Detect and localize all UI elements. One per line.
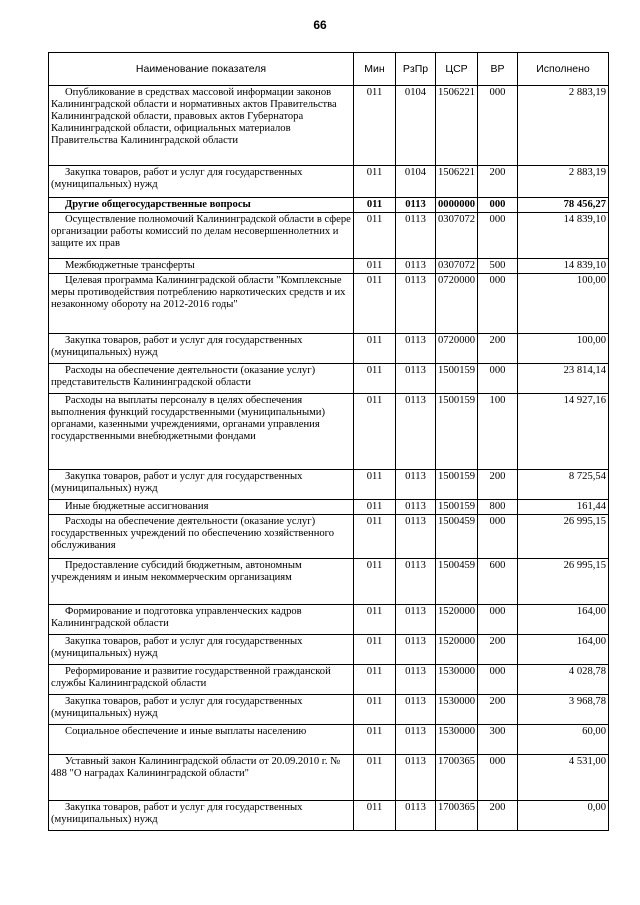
row-done: 78 456,27 bbox=[518, 198, 609, 213]
row-vr: 100 bbox=[478, 394, 518, 470]
table-row bbox=[49, 334, 609, 364]
row-vr: 600 bbox=[478, 559, 518, 605]
table-row bbox=[49, 559, 609, 605]
page-number: 66 bbox=[313, 18, 327, 32]
table-header-row bbox=[49, 53, 609, 86]
row-min: 011 bbox=[354, 665, 396, 695]
table-row bbox=[49, 515, 609, 559]
row-min: 011 bbox=[354, 394, 396, 470]
row-rzpr: 0113 bbox=[396, 605, 436, 635]
row-vr: 500 bbox=[478, 259, 518, 274]
row-vr: 000 bbox=[478, 665, 518, 695]
row-name: Целевая программа Калининградской области "Комплексные меры противодействия потреблению наркотических средств и их незаконному обороту на 2012-2016 годы" bbox=[49, 274, 354, 334]
row-name: Расходы на обеспечение деятельности (оказание услуг) государственных учреждений по обеспечению хозяйственного обслуживания bbox=[49, 515, 354, 559]
row-csr: 1520000 bbox=[436, 605, 478, 635]
row-min: 011 bbox=[354, 755, 396, 801]
row-vr: 300 bbox=[478, 725, 518, 755]
header-name: Наименование показателя bbox=[49, 53, 354, 86]
row-min: 011 bbox=[354, 334, 396, 364]
row-name: Предоставление субсидий бюджетным, автономным учреждениям и иным некоммерческим организациям bbox=[49, 559, 354, 605]
row-done: 60,00 bbox=[518, 725, 609, 755]
row-rzpr: 0113 bbox=[396, 725, 436, 755]
row-csr: 1500459 bbox=[436, 515, 478, 559]
row-rzpr: 0113 bbox=[396, 198, 436, 213]
row-vr: 200 bbox=[478, 334, 518, 364]
row-rzpr: 0104 bbox=[396, 166, 436, 198]
row-vr: 200 bbox=[478, 695, 518, 725]
row-rzpr: 0113 bbox=[396, 213, 436, 259]
row-done: 26 995,15 bbox=[518, 559, 609, 605]
row-done: 161,44 bbox=[518, 500, 609, 515]
table-row bbox=[49, 665, 609, 695]
row-vr: 200 bbox=[478, 801, 518, 831]
row-csr: 1530000 bbox=[436, 665, 478, 695]
row-name: Межбюджетные трансферты bbox=[49, 259, 354, 274]
header-csr: ЦСР bbox=[436, 53, 478, 86]
row-rzpr: 0113 bbox=[396, 559, 436, 605]
table-row bbox=[49, 755, 609, 801]
row-name: Расходы на обеспечение деятельности (оказание услуг) представительств Калининградской области bbox=[49, 364, 354, 394]
row-done: 164,00 bbox=[518, 635, 609, 665]
row-csr: 1506221 bbox=[436, 86, 478, 166]
row-csr: 1500159 bbox=[436, 394, 478, 470]
table-row bbox=[49, 801, 609, 831]
row-csr: 1530000 bbox=[436, 695, 478, 725]
row-name: Уставный закон Калининградской области от 20.09.2010 г. № 488 "О наградах Калининградской области" bbox=[49, 755, 354, 801]
row-rzpr: 0113 bbox=[396, 500, 436, 515]
row-name: Закупка товаров, работ и услуг для государственных (муниципальных) нужд bbox=[49, 801, 354, 831]
row-min: 011 bbox=[354, 259, 396, 274]
row-name: Закупка товаров, работ и услуг для государственных (муниципальных) нужд bbox=[49, 166, 354, 198]
table-row bbox=[49, 213, 609, 259]
row-done: 14 927,16 bbox=[518, 394, 609, 470]
row-rzpr: 0104 bbox=[396, 86, 436, 166]
row-vr: 000 bbox=[478, 515, 518, 559]
table-row bbox=[49, 635, 609, 665]
row-min: 011 bbox=[354, 801, 396, 831]
row-vr: 000 bbox=[478, 605, 518, 635]
row-done: 4 531,00 bbox=[518, 755, 609, 801]
row-vr: 000 bbox=[478, 364, 518, 394]
row-csr: 1500159 bbox=[436, 470, 478, 500]
row-rzpr: 0113 bbox=[396, 635, 436, 665]
row-csr: 1700365 bbox=[436, 801, 478, 831]
row-done: 2 883,19 bbox=[518, 166, 609, 198]
row-name: Иные бюджетные ассигнования bbox=[49, 500, 354, 515]
row-name: Закупка товаров, работ и услуг для государственных (муниципальных) нужд bbox=[49, 470, 354, 500]
row-rzpr: 0113 bbox=[396, 515, 436, 559]
row-name: Закупка товаров, работ и услуг для государственных (муниципальных) нужд bbox=[49, 635, 354, 665]
row-vr: 000 bbox=[478, 86, 518, 166]
row-rzpr: 0113 bbox=[396, 695, 436, 725]
row-name: Другие общегосударственные вопросы bbox=[49, 198, 354, 213]
row-done: 164,00 bbox=[518, 605, 609, 635]
row-rzpr: 0113 bbox=[396, 259, 436, 274]
row-vr: 000 bbox=[478, 213, 518, 259]
table-row bbox=[49, 394, 609, 470]
row-csr: 1500159 bbox=[436, 364, 478, 394]
table-row bbox=[49, 274, 609, 334]
row-name: Формирование и подготовка управленческих кадров Калининградской области bbox=[49, 605, 354, 635]
row-done: 3 968,78 bbox=[518, 695, 609, 725]
row-rzpr: 0113 bbox=[396, 665, 436, 695]
row-name: Социальное обеспечение и иные выплаты населению bbox=[49, 725, 354, 755]
header-vr: ВР bbox=[478, 53, 518, 86]
table-row bbox=[49, 695, 609, 725]
table-row bbox=[49, 725, 609, 755]
row-rzpr: 0113 bbox=[396, 364, 436, 394]
row-min: 011 bbox=[354, 364, 396, 394]
row-name: Расходы на выплаты персоналу в целях обеспечения выполнения функций государственными (муниципальными) органами, казенными учреждениями, органами управления государственными внебюджетными фондами bbox=[49, 394, 354, 470]
row-csr: 0720000 bbox=[436, 334, 478, 364]
header-rzpr: РзПр bbox=[396, 53, 436, 86]
row-csr: 1520000 bbox=[436, 635, 478, 665]
row-done: 8 725,54 bbox=[518, 470, 609, 500]
row-rzpr: 0113 bbox=[396, 274, 436, 334]
row-min: 011 bbox=[354, 725, 396, 755]
row-vr: 000 bbox=[478, 274, 518, 334]
row-done: 2 883,19 bbox=[518, 86, 609, 166]
row-csr: 0720000 bbox=[436, 274, 478, 334]
row-csr: 0307072 bbox=[436, 259, 478, 274]
row-min: 011 bbox=[354, 695, 396, 725]
row-done: 23 814,14 bbox=[518, 364, 609, 394]
row-csr: 1506221 bbox=[436, 166, 478, 198]
table-row bbox=[49, 86, 609, 166]
row-min: 011 bbox=[354, 198, 396, 213]
row-done: 0,00 bbox=[518, 801, 609, 831]
row-done: 4 028,78 bbox=[518, 665, 609, 695]
row-min: 011 bbox=[354, 605, 396, 635]
table-row bbox=[49, 364, 609, 394]
row-min: 011 bbox=[354, 515, 396, 559]
row-rzpr: 0113 bbox=[396, 394, 436, 470]
header-min: Мин bbox=[354, 53, 396, 86]
row-min: 011 bbox=[354, 635, 396, 665]
row-name: Закупка товаров, работ и услуг для государственных (муниципальных) нужд bbox=[49, 334, 354, 364]
row-csr: 1700365 bbox=[436, 755, 478, 801]
row-rzpr: 0113 bbox=[396, 470, 436, 500]
row-min: 011 bbox=[354, 500, 396, 515]
row-csr: 1500159 bbox=[436, 500, 478, 515]
row-done: 14 839,10 bbox=[518, 259, 609, 274]
row-min: 011 bbox=[354, 274, 396, 334]
row-vr: 200 bbox=[478, 635, 518, 665]
table-row bbox=[49, 500, 609, 515]
row-done: 100,00 bbox=[518, 334, 609, 364]
row-csr: 1530000 bbox=[436, 725, 478, 755]
row-name: Осуществление полномочий Калининградской области в сфере организации работы комиссий по делам несовершеннолетних и защите их прав bbox=[49, 213, 354, 259]
row-done: 14 839,10 bbox=[518, 213, 609, 259]
row-min: 011 bbox=[354, 470, 396, 500]
table-row bbox=[49, 166, 609, 198]
row-name: Опубликование в средствах массовой информации законов Калининградской области и нормативных актов Правительства Калининградской области, правовых актов Губернатора Калининградской области, официальных материалов Правительства Калининградской области bbox=[49, 86, 354, 166]
table-row bbox=[49, 198, 609, 213]
row-done: 100,00 bbox=[518, 274, 609, 334]
row-min: 011 bbox=[354, 86, 396, 166]
row-name: Реформирование и развитие государственной гражданской службы Калининградской области bbox=[49, 665, 354, 695]
row-csr: 1500459 bbox=[436, 559, 478, 605]
row-vr: 000 bbox=[478, 755, 518, 801]
row-vr: 200 bbox=[478, 166, 518, 198]
budget-table bbox=[48, 52, 609, 831]
row-min: 011 bbox=[354, 166, 396, 198]
row-vr: 800 bbox=[478, 500, 518, 515]
row-done: 26 995,15 bbox=[518, 515, 609, 559]
row-vr: 200 bbox=[478, 470, 518, 500]
row-csr: 0000000 bbox=[436, 198, 478, 213]
row-min: 011 bbox=[354, 559, 396, 605]
row-name: Закупка товаров, работ и услуг для государственных (муниципальных) нужд bbox=[49, 695, 354, 725]
table-row bbox=[49, 605, 609, 635]
row-min: 011 bbox=[354, 213, 396, 259]
row-csr: 0307072 bbox=[436, 213, 478, 259]
row-rzpr: 0113 bbox=[396, 755, 436, 801]
row-rzpr: 0113 bbox=[396, 801, 436, 831]
header-done: Исполнено bbox=[518, 53, 609, 86]
row-rzpr: 0113 bbox=[396, 334, 436, 364]
table-row bbox=[49, 259, 609, 274]
row-vr: 000 bbox=[478, 198, 518, 213]
table-row bbox=[49, 470, 609, 500]
